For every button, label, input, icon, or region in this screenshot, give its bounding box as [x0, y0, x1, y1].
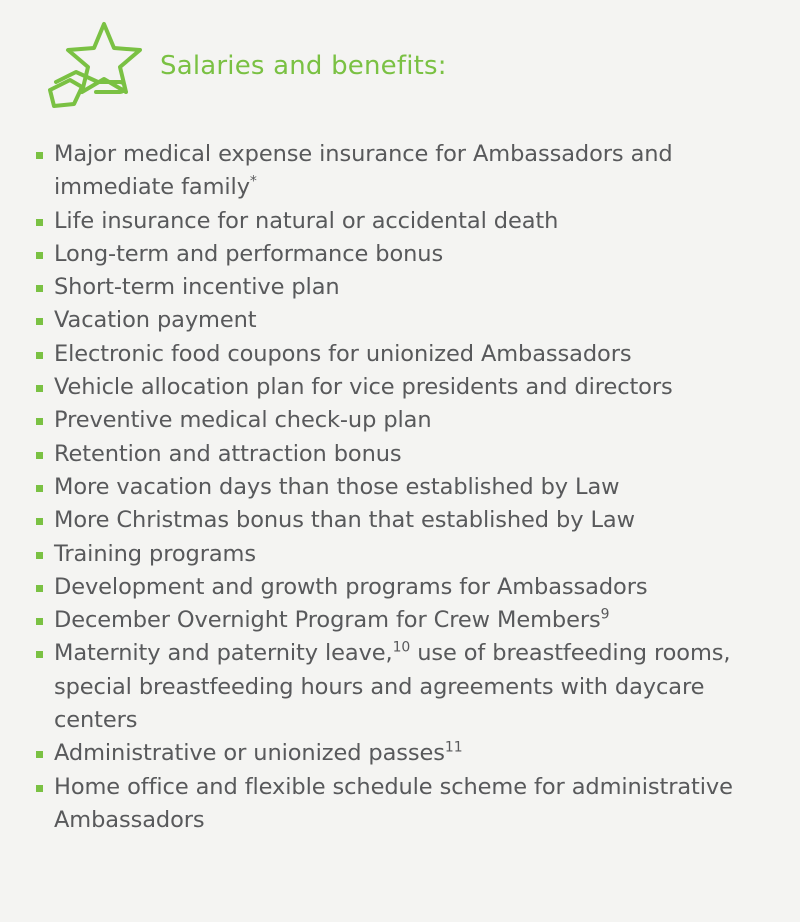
- list-item-text: Preventive medical check-up plan: [54, 407, 432, 434]
- list-item-text-continued: use of breastfeeding rooms, special breastfeeding hours and agreements with daycare centers: [54, 640, 731, 734]
- list-item-footnote: *: [249, 173, 257, 190]
- list-item: [36, 471, 770, 504]
- list-item: [36, 138, 770, 205]
- list-item-text: Retention and attraction bonus: [54, 440, 402, 467]
- list-item: [36, 438, 770, 471]
- list-item-text: Home office and flexible schedule scheme for administrative Ambassadors: [54, 773, 733, 833]
- list-item-text: Long-term and performance bonus: [54, 240, 444, 267]
- list-item-text: Vehicle allocation plan for vice presidents and directors: [54, 374, 673, 401]
- list-item-text: Administrative or unionized passes: [54, 740, 445, 767]
- list-item: [36, 571, 770, 604]
- list-item: [36, 404, 770, 437]
- list-item-footnote: 10: [392, 639, 411, 656]
- list-item: [36, 371, 770, 404]
- list-item: [36, 504, 770, 537]
- list-item-footnote: 11: [444, 739, 463, 756]
- list-item: [36, 238, 770, 271]
- page-title: Salaries and benefits:: [160, 51, 447, 81]
- list-item-text: Training programs: [54, 540, 256, 567]
- section-header: [0, 0, 800, 110]
- list-item: [36, 538, 770, 571]
- list-item-text: More vacation days than those established by Law: [54, 473, 620, 500]
- list-item-text: December Overnight Program for Crew Members: [54, 607, 601, 634]
- list-item: [36, 604, 770, 637]
- list-item-text: Major medical expense insurance for Ambassadors and immediate family: [54, 141, 673, 201]
- star-in-hand-icon: [46, 20, 156, 112]
- list-item-footnote: 9: [600, 606, 610, 623]
- list-item-text: Vacation payment: [54, 307, 257, 334]
- benefits-list: [0, 110, 800, 837]
- list-item-text: More Christmas bonus than that established by Law: [54, 507, 635, 534]
- list-item-text: Development and growth programs for Ambassadors: [54, 573, 648, 600]
- list-item-text: Electronic food coupons for unionized Ambassadors: [54, 340, 632, 367]
- list-item: [36, 271, 770, 304]
- list-item: [36, 338, 770, 371]
- list-item: [36, 771, 770, 838]
- list-item-text: Life insurance for natural or accidental death: [54, 207, 559, 234]
- list-item: [36, 637, 770, 737]
- list-item: [36, 737, 770, 770]
- list-item-text: Maternity and paternity leave,: [54, 640, 393, 667]
- list-item: [36, 205, 770, 238]
- list-item-text: Short-term incentive plan: [54, 274, 340, 301]
- list-item: [36, 304, 770, 337]
